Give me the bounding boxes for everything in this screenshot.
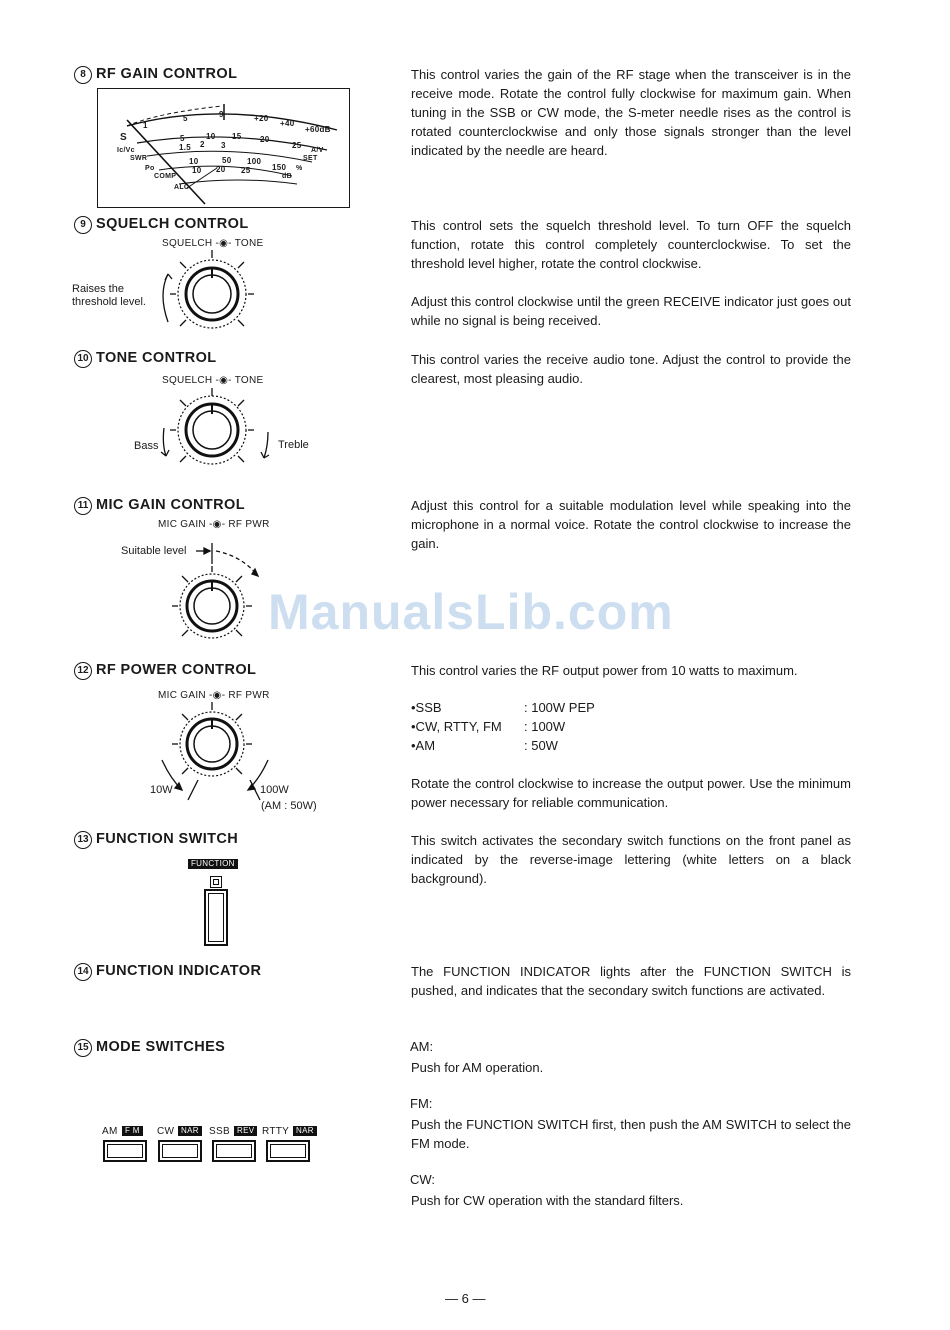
cw-switch-button[interactable]	[158, 1140, 202, 1162]
heading-text: FUNCTION INDICATOR	[96, 963, 262, 979]
meter-ic: Ic/Vc	[117, 147, 135, 154]
meter-s1: 1	[143, 121, 148, 130]
meter-pct: %	[296, 165, 303, 172]
fm-description: Push the FUNCTION SWITCH first, then push the AM SWITCH to select the FM mode.	[411, 1117, 851, 1151]
rf-power-min-label: 10W	[150, 784, 173, 796]
meter-comp: COMP	[154, 173, 177, 180]
function-switch-description: This switch activates the secondary switch functions on the front panel as indicated by the reverse-image lettering (white letters on a black background).	[411, 833, 851, 886]
squelch-description-1: This control sets the squelch threshold level. To turn OFF the squelch function, rotate this control completely counterclockwise. To set the threshold level higher, rotate the control clockwise.	[411, 218, 851, 271]
mic-gain-knob-label: MIC GAIN -◉- RF PWR	[158, 519, 270, 530]
meter-s5: 5	[183, 114, 188, 123]
meter-p50: 50	[222, 156, 232, 165]
rf-power-list-item	[411, 717, 711, 736]
am-subhead: AM:	[410, 1039, 434, 1054]
squelch-knob-label: SQUELCH -◉- TONE	[162, 238, 264, 249]
mode-ssb-rev-label: REV	[234, 1126, 257, 1136]
mic-gain-description: Adjust this control for a suitable modulation level while speaking into the microphone in a normal voice. Rotate the control clockwise to increase the gain.	[411, 498, 851, 551]
tone-knob	[158, 386, 262, 474]
heading-text: RF POWER CONTROL	[96, 662, 257, 678]
watermark: ManualsLib.com	[268, 584, 674, 640]
meter-p150: 150	[272, 163, 287, 172]
section-number: 11	[74, 497, 92, 515]
heading-text: FUNCTION SWITCH	[96, 831, 239, 847]
lamp-inner	[213, 879, 219, 885]
section-number: 10	[74, 350, 92, 368]
mic-gain-suitable-label: Suitable level	[121, 545, 187, 557]
mic-gain-knob	[160, 540, 270, 648]
meter-v15: 15	[232, 132, 242, 141]
rtty-switch-button[interactable]	[266, 1140, 310, 1162]
mode-am-rev-label: F M	[122, 1126, 143, 1136]
meter-v10: 10	[206, 132, 216, 141]
meter-av: A/V	[311, 147, 324, 154]
meter-c10: 10	[192, 166, 202, 175]
meter-p40: +40	[280, 119, 295, 128]
squelch-knob	[158, 248, 262, 336]
heading-rf-power	[74, 662, 256, 680]
meter-p20: +20	[254, 114, 269, 123]
meter-db: dB	[282, 173, 292, 180]
heading-rf-gain	[74, 66, 237, 84]
section-number: 9	[74, 216, 92, 234]
meter-p10: 10	[189, 157, 199, 166]
meter-c20: 20	[216, 165, 226, 174]
meter-s9: 9	[219, 110, 224, 119]
heading-text: RF GAIN CONTROL	[96, 66, 238, 82]
mode-cw-rev-label: NAR	[178, 1126, 202, 1136]
meter-c25: 25	[241, 166, 251, 175]
section-number: 12	[74, 662, 92, 680]
meter-v5: 5	[180, 134, 185, 143]
squelch-side-label-1: Raises the	[72, 283, 124, 295]
function-indicator-lamp	[210, 876, 222, 888]
list-item-mode: •SSB	[411, 700, 442, 715]
meter-w3: 3	[221, 141, 226, 150]
function-label: FUNCTION	[188, 859, 238, 869]
meter-v25: 25	[292, 141, 302, 150]
meter-p100: 100	[247, 157, 262, 166]
rf-power-list-item	[411, 698, 711, 717]
meter-p60: +60dB	[305, 125, 331, 134]
page-number: — 6 —	[445, 1291, 486, 1306]
rf-power-description-1: This control varies the RF output power from 10 watts to maximum.	[411, 663, 798, 678]
rf-power-am-note: (AM : 50W)	[261, 800, 317, 812]
heading-text: TONE CONTROL	[96, 350, 217, 366]
function-switch-button[interactable]	[204, 889, 228, 946]
meter-w15: 1.5	[179, 143, 192, 152]
list-item-mode: •CW, RTTY, FM	[411, 719, 502, 734]
meter-s: S	[120, 132, 127, 143]
rf-power-max-label: 100W	[260, 784, 289, 796]
rf-power-knob-label: MIC GAIN -◉- RF PWR	[158, 690, 270, 701]
tone-description: This control varies the receive audio tone. Adjust the control to provide the clearest, most pleasing audio.	[411, 352, 851, 386]
heading-tone	[74, 350, 217, 368]
mode-cw-label: CW	[157, 1126, 175, 1137]
meter-w2: 2	[200, 140, 205, 149]
heading-text: SQUELCH CONTROL	[96, 216, 249, 232]
fm-subhead: FM:	[410, 1096, 433, 1111]
heading-mode-switches	[74, 1039, 225, 1057]
tone-bass-label: Bass	[134, 440, 159, 452]
section-number: 8	[74, 66, 92, 84]
mode-ssb-label: SSB	[209, 1126, 230, 1137]
heading-mic-gain	[74, 497, 245, 515]
list-item-mode: •AM	[411, 738, 436, 753]
squelch-side-label-2: threshold level.	[72, 296, 146, 308]
heading-text: MIC GAIN CONTROL	[96, 497, 245, 513]
heading-squelch	[74, 216, 249, 234]
function-indicator-description: The FUNCTION INDICATOR lights after the FUNCTION SWITCH is pushed, and indicates that the secondary switch functions are activated.	[411, 964, 851, 998]
heading-function-switch	[74, 831, 238, 849]
mode-rtty-label: RTTY	[262, 1126, 290, 1137]
rf-power-description-2: Rotate the control clockwise to increase the output power. Use the minimum power necessary for reliable communication.	[411, 776, 851, 810]
section-number: 14	[74, 963, 92, 981]
rf-power-list-item	[411, 736, 711, 755]
meter-swr: SWR	[130, 155, 148, 162]
meter-po: Po	[145, 165, 155, 172]
list-item-value: : 100W PEP	[524, 700, 595, 715]
tone-knob-label: SQUELCH -◉- TONE	[162, 375, 264, 386]
rf-power-list	[411, 698, 711, 755]
cw-subhead: CW:	[410, 1172, 436, 1187]
list-item-value: : 50W	[524, 738, 558, 753]
meter-alc: ALC	[174, 184, 190, 191]
meter-set: SET	[303, 155, 318, 162]
heading-text: MODE SWITCHES	[96, 1039, 226, 1055]
meter-v20: 20	[260, 135, 270, 144]
squelch-description-2: Adjust this control clockwise until the green RECEIVE indicator just goes out while no signal is being received.	[411, 294, 851, 328]
ssb-switch-button[interactable]	[212, 1140, 256, 1162]
am-description: Push for AM operation.	[411, 1060, 544, 1075]
section-number: 13	[74, 831, 92, 849]
heading-function-indicator	[74, 963, 261, 981]
section-number: 15	[74, 1039, 92, 1057]
am-switch-button[interactable]	[103, 1140, 147, 1162]
rf-gain-description: This control varies the gain of the RF stage when the transceiver is in the receive mode. Rotate the control fully clockwise for maximum gain. When tuning in the SSB or CW mode, the S-meter needle rises as the control is rotated counterclockwise and only those signals stronger than the level indicated by the needle are heard.	[411, 67, 851, 158]
list-item-value: : 100W	[524, 719, 566, 734]
mode-am-label: AM	[102, 1126, 118, 1137]
tone-treble-label: Treble	[278, 439, 309, 451]
button-inner	[208, 893, 224, 942]
cw-description: Push for CW operation with the standard filters.	[411, 1193, 684, 1208]
mode-rtty-rev-label: NAR	[293, 1126, 317, 1136]
